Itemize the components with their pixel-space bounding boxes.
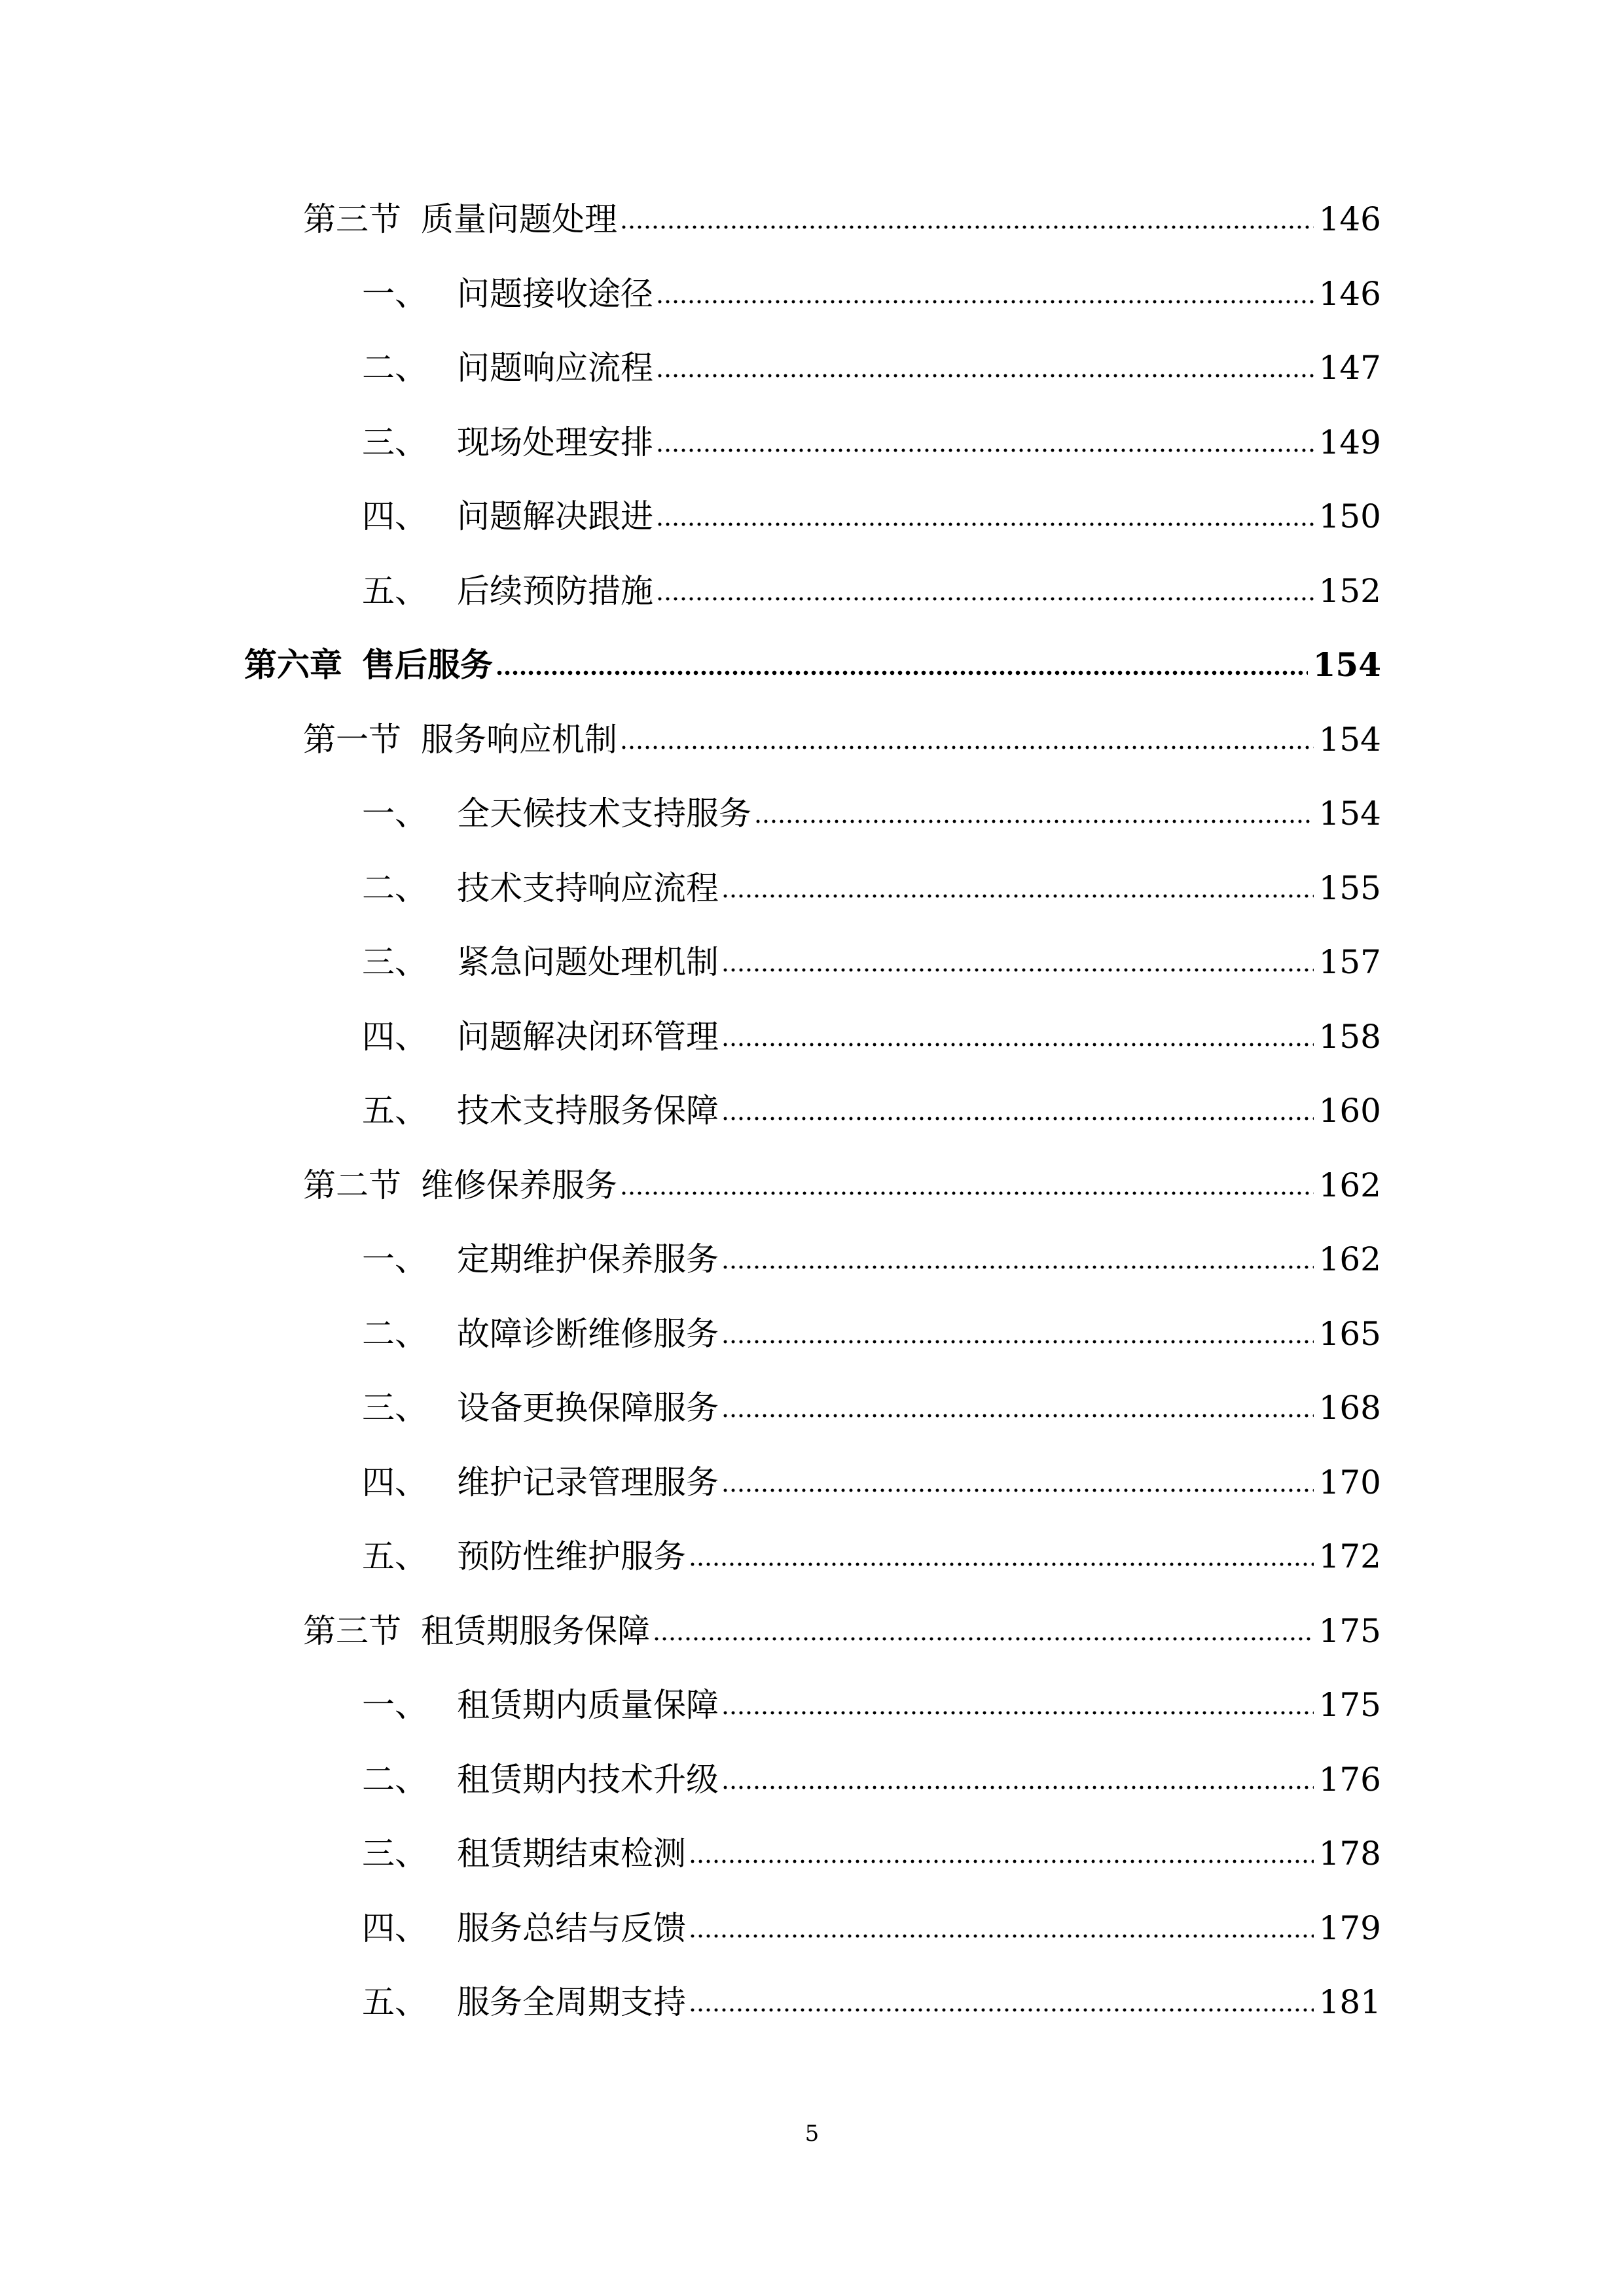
toc-entry-number: 四、 — [362, 1909, 427, 1947]
toc-entry-number: 三、 — [362, 943, 427, 981]
toc-entry-number: 一、 — [362, 275, 427, 313]
toc-entry-number: 五、 — [362, 1537, 427, 1575]
toc-entry-title: 现场处理安排 — [457, 423, 653, 461]
toc-entry-number: 一、 — [362, 1240, 427, 1278]
dot-leader — [721, 893, 1314, 899]
toc-entry-page: 162 — [1318, 1166, 1381, 1204]
toc-entry-item[interactable] — [362, 1672, 1381, 1725]
toc-entry-number: 四、 — [362, 1018, 427, 1056]
toc-entry-page: 178 — [1318, 1835, 1381, 1873]
toc-entry-number: 四、 — [362, 1463, 427, 1501]
toc-entry-number: 第三节 — [303, 200, 401, 238]
dot-leader — [656, 522, 1314, 527]
dot-leader — [496, 670, 1308, 675]
toc-entry-number: 四、 — [362, 497, 427, 535]
toc-entry-title: 质量问题处理 — [421, 200, 617, 238]
toc-entry-page: 181 — [1318, 1983, 1381, 2021]
dot-leader — [721, 1116, 1314, 1121]
dot-leader — [689, 1933, 1314, 1939]
toc-entry-page: 179 — [1318, 1909, 1381, 1947]
toc-entry-title: 服务全周期支持 — [457, 1983, 686, 2021]
dot-leader — [721, 1413, 1314, 1418]
toc-entry-item[interactable] — [362, 335, 1381, 387]
toc-entry-title: 预防性维护服务 — [457, 1537, 686, 1575]
toc-entry-title: 租赁期服务保障 — [421, 1612, 650, 1650]
dot-leader — [656, 373, 1314, 378]
toc-entry-item[interactable] — [362, 410, 1381, 462]
toc-entry-chapter[interactable] — [244, 632, 1381, 685]
toc-entry-title: 售后服务 — [362, 645, 493, 684]
dot-leader — [721, 1042, 1314, 1047]
dot-leader — [721, 1339, 1314, 1344]
toc-entry-item[interactable] — [362, 1969, 1381, 2022]
toc-entry-number: 第六章 — [244, 645, 342, 684]
toc-entry-title: 租赁期结束检测 — [457, 1835, 686, 1873]
toc-entry-title: 技术支持服务保障 — [457, 1092, 719, 1130]
toc-entry-item[interactable] — [362, 1227, 1381, 1279]
toc-entry-title: 租赁期内技术升级 — [457, 1761, 719, 1799]
toc-entry-item[interactable] — [362, 1895, 1381, 1948]
dot-leader — [689, 2007, 1314, 2013]
toc-entry-item[interactable] — [362, 558, 1381, 611]
toc-entry-page: 154 — [1312, 645, 1381, 684]
toc-entry-page: 176 — [1318, 1761, 1381, 1799]
dot-leader — [721, 967, 1314, 973]
toc-entry-title: 技术支持响应流程 — [457, 869, 719, 907]
toc-entry-page: 147 — [1318, 349, 1381, 387]
page-number: 5 — [804, 2121, 820, 2147]
toc-entry-title: 租赁期内质量保障 — [457, 1686, 719, 1724]
toc-entry-title: 维护记录管理服务 — [457, 1463, 719, 1501]
toc-entry-item[interactable] — [362, 261, 1381, 314]
toc-entry-section[interactable] — [303, 1598, 1381, 1651]
toc-entry-page: 158 — [1318, 1018, 1381, 1056]
toc-entry-item[interactable] — [362, 1078, 1381, 1130]
dot-leader — [689, 1859, 1314, 1864]
toc-entry-page: 170 — [1318, 1463, 1381, 1501]
dot-leader — [721, 1710, 1314, 1715]
toc-entry-item[interactable] — [362, 1375, 1381, 1427]
toc-entry-title: 问题解决跟进 — [457, 497, 653, 535]
toc-entry-title: 紧急问题处理机制 — [457, 943, 719, 981]
toc-entry-number: 第三节 — [303, 1612, 401, 1650]
toc-entry-number: 二、 — [362, 1315, 427, 1353]
dot-leader — [721, 1265, 1314, 1270]
toc-entry-item[interactable] — [362, 1821, 1381, 1873]
toc-entry-number: 五、 — [362, 572, 427, 610]
toc-entry-number: 二、 — [362, 1761, 427, 1799]
dot-leader — [620, 1191, 1314, 1196]
toc-entry-item[interactable] — [362, 1301, 1381, 1354]
toc-entry-number: 三、 — [362, 423, 427, 461]
toc-entry-item[interactable] — [362, 1004, 1381, 1056]
toc-entry-title: 问题解决闭环管理 — [457, 1018, 719, 1056]
toc-entry-title: 维修保养服务 — [421, 1166, 617, 1204]
toc-entry-title: 后续预防措施 — [457, 572, 653, 610]
toc-entry-page: 160 — [1318, 1092, 1381, 1130]
dot-leader — [656, 448, 1314, 453]
toc-entry-item[interactable] — [362, 1524, 1381, 1576]
toc-entry-section[interactable] — [303, 707, 1381, 759]
toc-entry-title: 服务响应机制 — [421, 721, 617, 759]
dot-leader — [721, 1488, 1314, 1493]
dot-leader — [620, 224, 1314, 230]
toc-entry-title: 服务总结与反馈 — [457, 1909, 686, 1947]
toc-entry-page: 150 — [1318, 497, 1381, 535]
toc-entry-page: 149 — [1318, 423, 1381, 461]
toc-entry-page: 165 — [1318, 1315, 1381, 1353]
toc-entry-title: 故障诊断维修服务 — [457, 1315, 719, 1353]
dot-leader — [620, 745, 1314, 750]
toc-entry-section[interactable] — [303, 1153, 1381, 1205]
toc-entry-page: 157 — [1318, 943, 1381, 981]
toc-entry-page: 175 — [1318, 1612, 1381, 1650]
toc-entry-title: 定期维护保养服务 — [457, 1240, 719, 1278]
toc-entry-item[interactable] — [362, 1450, 1381, 1502]
toc-entry-number: 第二节 — [303, 1166, 401, 1204]
toc-entry-item[interactable] — [362, 484, 1381, 536]
toc-entry-page: 172 — [1318, 1537, 1381, 1575]
toc-entry-item[interactable] — [362, 1747, 1381, 1799]
toc-entry-number: 五、 — [362, 1092, 427, 1130]
toc-entry-number: 二、 — [362, 869, 427, 907]
toc-entry-page: 162 — [1318, 1240, 1381, 1278]
dot-leader — [689, 1562, 1314, 1567]
toc-entry-number: 一、 — [362, 1686, 427, 1724]
toc-entry-page: 146 — [1318, 275, 1381, 313]
toc-entry-number: 三、 — [362, 1389, 427, 1427]
toc-entry-number: 第一节 — [303, 721, 401, 759]
toc-entry-number: 三、 — [362, 1835, 427, 1873]
toc-entry-title: 全天候技术支持服务 — [457, 795, 751, 833]
toc-entry-item[interactable] — [362, 781, 1381, 833]
toc-entry-title: 问题响应流程 — [457, 349, 653, 387]
toc-entry-number: 一、 — [362, 795, 427, 833]
dot-leader — [653, 1636, 1314, 1641]
toc-entry-title: 问题接收途径 — [457, 275, 653, 313]
toc-entry-page: 154 — [1318, 721, 1381, 759]
toc-entry-item[interactable] — [362, 929, 1381, 982]
dot-leader — [656, 299, 1314, 304]
toc-entry-page: 168 — [1318, 1389, 1381, 1427]
toc-entry-title: 设备更换保障服务 — [457, 1389, 719, 1427]
toc-entry-page: 155 — [1318, 869, 1381, 907]
toc-entry-page: 152 — [1318, 572, 1381, 610]
toc-entry-page: 154 — [1318, 795, 1381, 833]
toc-entry-number: 二、 — [362, 349, 427, 387]
toc-entry-page: 146 — [1318, 200, 1381, 238]
toc-entry-section[interactable] — [303, 187, 1381, 239]
dot-leader — [754, 819, 1314, 824]
toc-entry-page: 175 — [1318, 1686, 1381, 1724]
dot-leader — [721, 1785, 1314, 1790]
toc-entry-number: 五、 — [362, 1983, 427, 2021]
dot-leader — [656, 596, 1314, 601]
toc-entry-item[interactable] — [362, 855, 1381, 908]
